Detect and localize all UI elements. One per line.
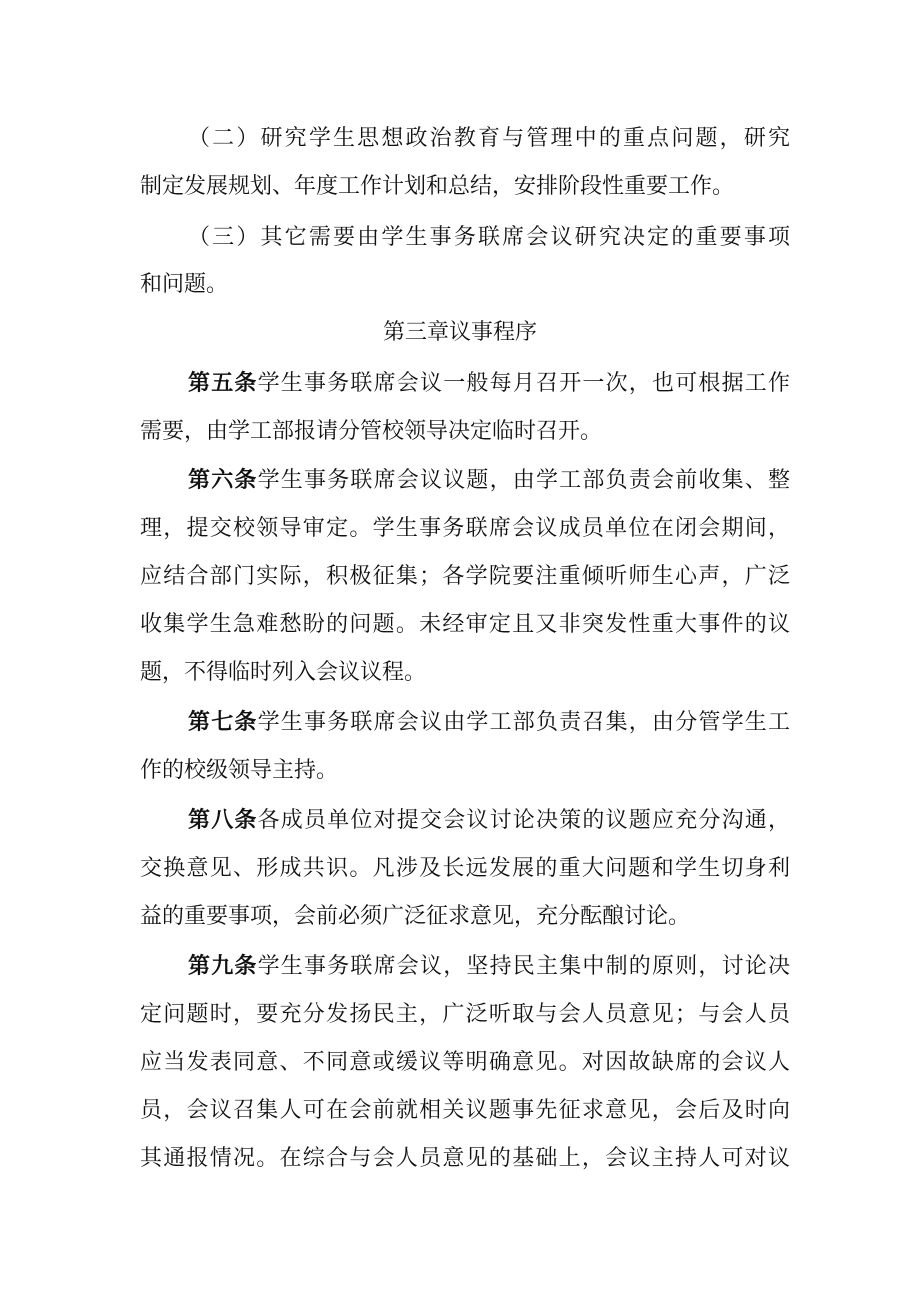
article-9-first-text: 学生事务联席会议，坚持民主集中制的原则，讨论决 bbox=[257, 954, 790, 979]
article-9-first-line bbox=[188, 952, 790, 982]
article-9-line-2: 定问题时，要充分发扬民主，广泛听取与会人员意见；与会人员 bbox=[140, 1002, 790, 1027]
article-6-label: 第六条 bbox=[188, 468, 258, 493]
chapter-title: 第三章议事程序 bbox=[382, 320, 537, 345]
article-6-first-text: 学生事务联席会议议题，由学工部负责会前收集、整 bbox=[257, 468, 790, 493]
item-2-line-2: 制定发展规划、年度工作计划和总结，安排阶段性重要工作。 bbox=[140, 174, 735, 199]
article-6-line-4: 收集学生急难愁盼的问题。未经审定且又非突发性重大事件的议 bbox=[140, 612, 790, 637]
article-7-first-line bbox=[188, 708, 790, 738]
article-7-label: 第七条 bbox=[188, 710, 258, 735]
article-9-line-5: 其通报情况。在综合与会人员意见的基础上，会议主持人可对议 bbox=[140, 1146, 790, 1171]
article-5-line-2: 需要，由学工部报请分管校领导决定临时召开。 bbox=[140, 419, 603, 444]
article-6-first-line bbox=[188, 466, 790, 496]
article-8-first-text: 各成员单位对提交会议讨论决策的议题应充分沟通， bbox=[257, 808, 790, 833]
article-6-line-2: 理，提交校领导审定。学生事务联席会议成员单位在闭会期间， bbox=[140, 516, 790, 541]
article-8-first-line bbox=[188, 806, 790, 836]
article-9-label: 第九条 bbox=[188, 954, 258, 979]
article-5-label: 第五条 bbox=[188, 371, 258, 396]
article-7-line-2: 作的校级领导主持。 bbox=[140, 758, 339, 783]
article-9-line-3: 应当发表同意、不同意或缓议等明确意见。对因故缺席的会议人 bbox=[140, 1050, 790, 1075]
article-9-line-4: 员，会议召集人可在会前就相关议题事先征求意见，会后及时向 bbox=[140, 1098, 790, 1123]
article-5-first-text: 学生事务联席会议一般每月召开一次，也可根据工作 bbox=[257, 371, 790, 396]
article-6-line-3: 应结合部门实际，积极征集；各学院要注重倾听师生心声，广泛 bbox=[140, 564, 790, 589]
article-5-first-line bbox=[188, 369, 790, 399]
item-3-line-1: （三）其它需要由学生事务联席会议研究决定的重要事项 bbox=[188, 225, 790, 250]
item-3-line-2: 和问题。 bbox=[140, 272, 229, 297]
article-7-first-text: 学生事务联席会议由学工部负责召集，由分管学生工 bbox=[257, 710, 790, 735]
article-8-line-2: 交换意见、形成共识。凡涉及长远发展的重大问题和学生切身利 bbox=[140, 856, 790, 881]
article-6-line-5: 题，不得临时列入会议议程。 bbox=[140, 660, 427, 685]
item-2-line-1: （二）研究学生思想政治教育与管理中的重点问题，研究 bbox=[188, 126, 790, 151]
article-8-line-3: 益的重要事项，会前必须广泛征求意见，充分酝酿讨论。 bbox=[140, 904, 691, 929]
article-8-label: 第八条 bbox=[188, 808, 258, 833]
